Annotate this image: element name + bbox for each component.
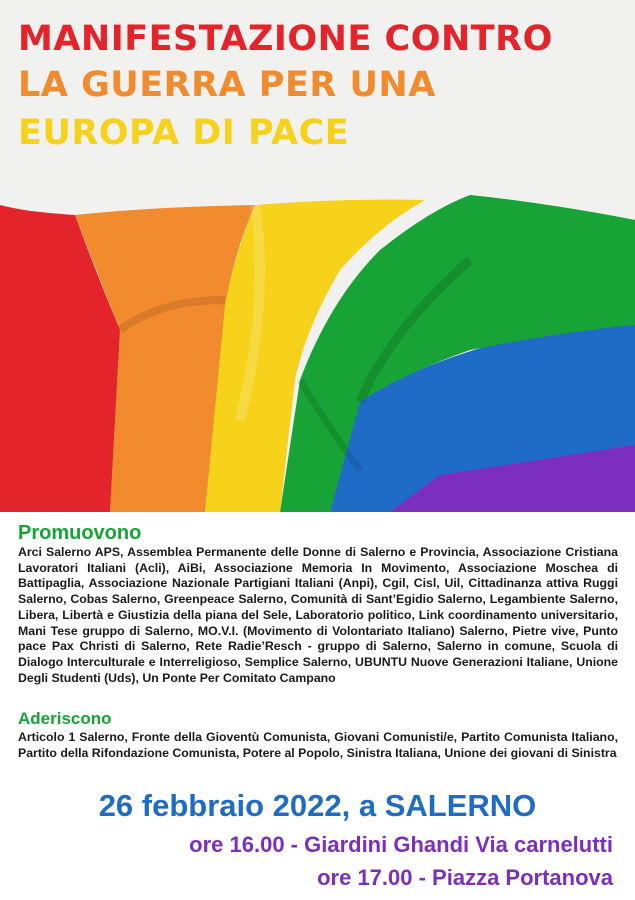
event-time-1: ore 16.00 - Giardini Ghandi Via carnelutti: [189, 832, 613, 857]
promoters-heading: Promuovono: [18, 522, 142, 544]
adherents-list: Articolo 1 Salerno, Fronte della Gioventù Comunista, Giovani Comunisti/e, Partito Comunista Italiano, Partito della Rifondazione Comunista, Potere al Popolo, Sinistra Italiana, Unione dei giovani di Sinistra: [18, 730, 618, 760]
event-time-2: ore 17.00 - Piazza Portanova: [317, 865, 613, 890]
promoters-list: Arci Salerno APS, Assemblea Permanente delle Donne di Salerno e Provincia, Associazione Cristiana Lavoratori Italiani (Acli), AiBi, Associazione Memoria In Movimento, Associazione Moschea di Battipaglia, Associazione Nazionale Partigiani Italiani (Anpi), Cgil, Cisl, Uil, Cittadinanza attiva Ruggi Salerno, Cobas Salerno, Greenpeace Salerno, Comunità di Sant’Egidio Salerno, Legambiente Salerno, Libera, Libertà e Giustizia della piana del Sele, Laboratorio politico, Link coordinamento universitario, Mani Tese gruppo di Salerno, MO.V.I. (Movimento di Volontariato Italiano) Salerno, Pietre vive, Punto pace Pax Christi di Salerno, Rete Radie’Resch - gruppo di Salerno, Salerno in comune, Scuola di Dialogo Interculturale e Interreligioso, Semplice Salerno, UBUNTU Nuove Generazioni Italiane, Unione Degli Studenti (Uds), Un Ponte Per Comitato Campano: [18, 545, 618, 685]
event-date: 26 febbraio 2022, a SALERNO: [98, 788, 537, 823]
title-line-1: MANIFESTAZIONE CONTRO: [18, 19, 553, 59]
details-section: [0, 512, 635, 900]
title-line-3: EUROPA DI PACE: [18, 113, 350, 153]
title-line-2: LA GUERRA PER UNA: [18, 65, 436, 105]
adherents-heading: Aderiscono: [18, 709, 112, 728]
